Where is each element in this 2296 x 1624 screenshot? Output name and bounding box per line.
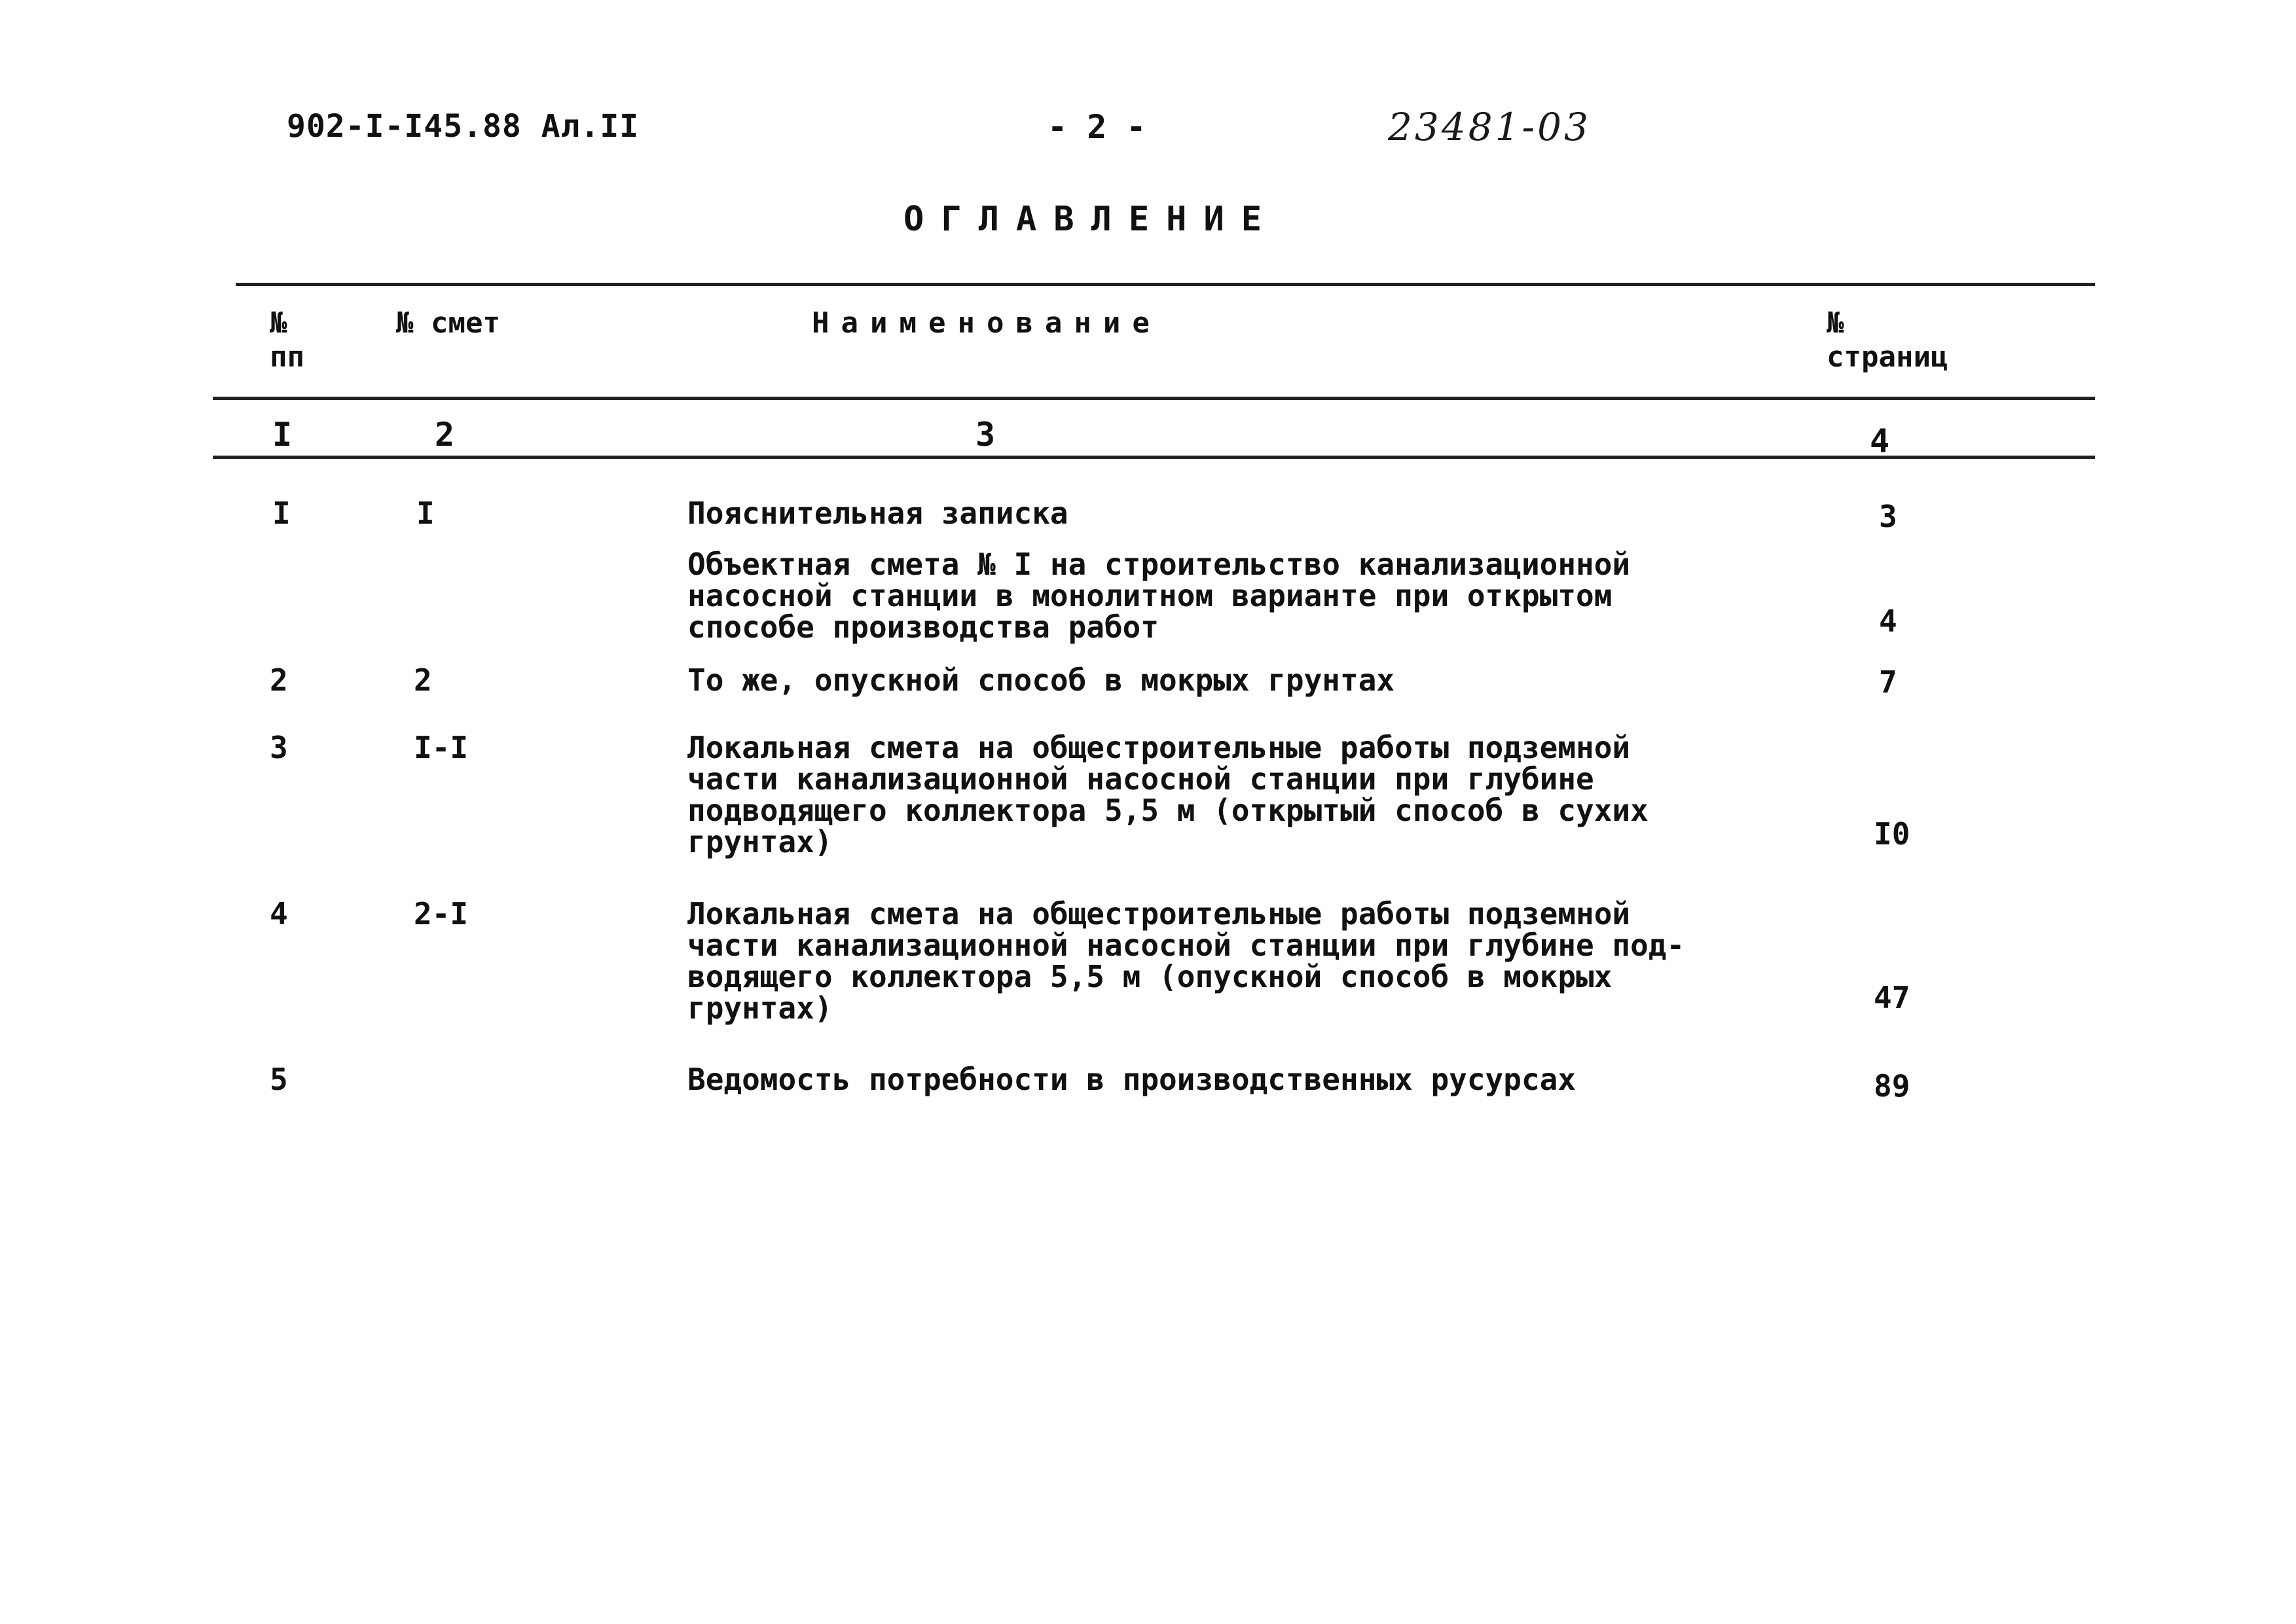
row-5-name-line2: части канализационной насосной станции при глубине под- <box>687 928 1685 963</box>
row-5-nn: 4 <box>270 896 288 931</box>
handwritten-code: 23481-03 <box>1388 105 1591 149</box>
header-bottom-rule <box>213 397 2095 400</box>
row-2-name <box>687 549 1709 643</box>
row-4-name-line2: части канализационной насосной станции при глубине <box>687 761 1594 797</box>
row-1-smeta: I <box>416 496 435 531</box>
header-col-nn-line1: № <box>270 306 287 340</box>
page-title: ОГЛАВЛЕНИЕ <box>903 200 1279 239</box>
row-4-page: I0 <box>1874 816 1910 852</box>
table-top-rule <box>236 283 2095 286</box>
row-4-smeta: I-I <box>414 730 469 765</box>
row-5-smeta: 2-I <box>414 896 469 931</box>
row-3-nn: 2 <box>270 662 288 698</box>
header-col-nn <box>270 306 304 374</box>
row-4-name-line1: Локальная смета на общестроительные работы подземной <box>687 730 1631 765</box>
column-number-1: I <box>272 416 293 454</box>
row-5-page: 47 <box>1874 980 1910 1015</box>
row-5-name <box>687 898 1709 1024</box>
row-6-nn: 5 <box>270 1062 288 1097</box>
header-col-smeta: № смет <box>396 306 500 340</box>
row-2-name-line1: Объектная смета № I на строительство канализационной <box>687 547 1631 582</box>
column-numbers-bottom-rule <box>213 456 2095 459</box>
row-3-name-line1: То же, опускной способ в мокрых грунтах <box>687 662 1395 698</box>
row-3-page: 7 <box>1879 664 1897 700</box>
row-2-page: 4 <box>1879 604 1897 639</box>
row-5-name-line3: водящего коллектора 5,5 м (опускной способ в мокрых <box>687 959 1613 994</box>
row-5-name-line4: грунтах) <box>687 990 833 1026</box>
row-2-name-line3: способе производства работ <box>687 609 1159 645</box>
header-col-pages-line1: № <box>1827 306 1844 340</box>
row-4-nn: 3 <box>270 730 288 765</box>
page-number: - 2 - <box>1048 108 1146 146</box>
document-code: 902-I-I45.88 Ал.II <box>287 108 640 145</box>
row-1-nn: I <box>272 496 291 531</box>
row-2-name-line2: насосной станции в монолитном варианте при открытом <box>687 578 1613 613</box>
row-6-name-line1: Ведомость потребности в производственных русурсах <box>687 1062 1576 1097</box>
column-number-2: 2 <box>435 416 455 454</box>
row-1-name-line1: Пояснительная записка <box>687 496 1068 531</box>
header-col-nn-line2: пп <box>270 340 304 374</box>
row-1-page: 3 <box>1879 499 1897 534</box>
column-number-4: 4 <box>1870 422 1890 460</box>
row-6-name <box>687 1064 1709 1095</box>
row-4-name-line3: подводящего коллектора 5,5 м (открытый способ в сухих <box>687 793 1649 828</box>
row-4-name <box>687 732 1709 857</box>
header-col-pages <box>1827 306 1948 374</box>
header-col-pages-line2: страниц <box>1827 340 1948 374</box>
column-number-3: 3 <box>975 416 996 454</box>
header-col-name: Наименование <box>812 306 1161 340</box>
row-4-name-line4: грунтах) <box>687 824 833 859</box>
row-5-name-line1: Локальная смета на общестроительные работы подземной <box>687 896 1631 931</box>
row-3-name <box>687 664 1709 696</box>
row-1-name <box>687 497 1709 529</box>
row-6-page: 89 <box>1874 1068 1910 1104</box>
row-3-smeta: 2 <box>414 662 432 698</box>
